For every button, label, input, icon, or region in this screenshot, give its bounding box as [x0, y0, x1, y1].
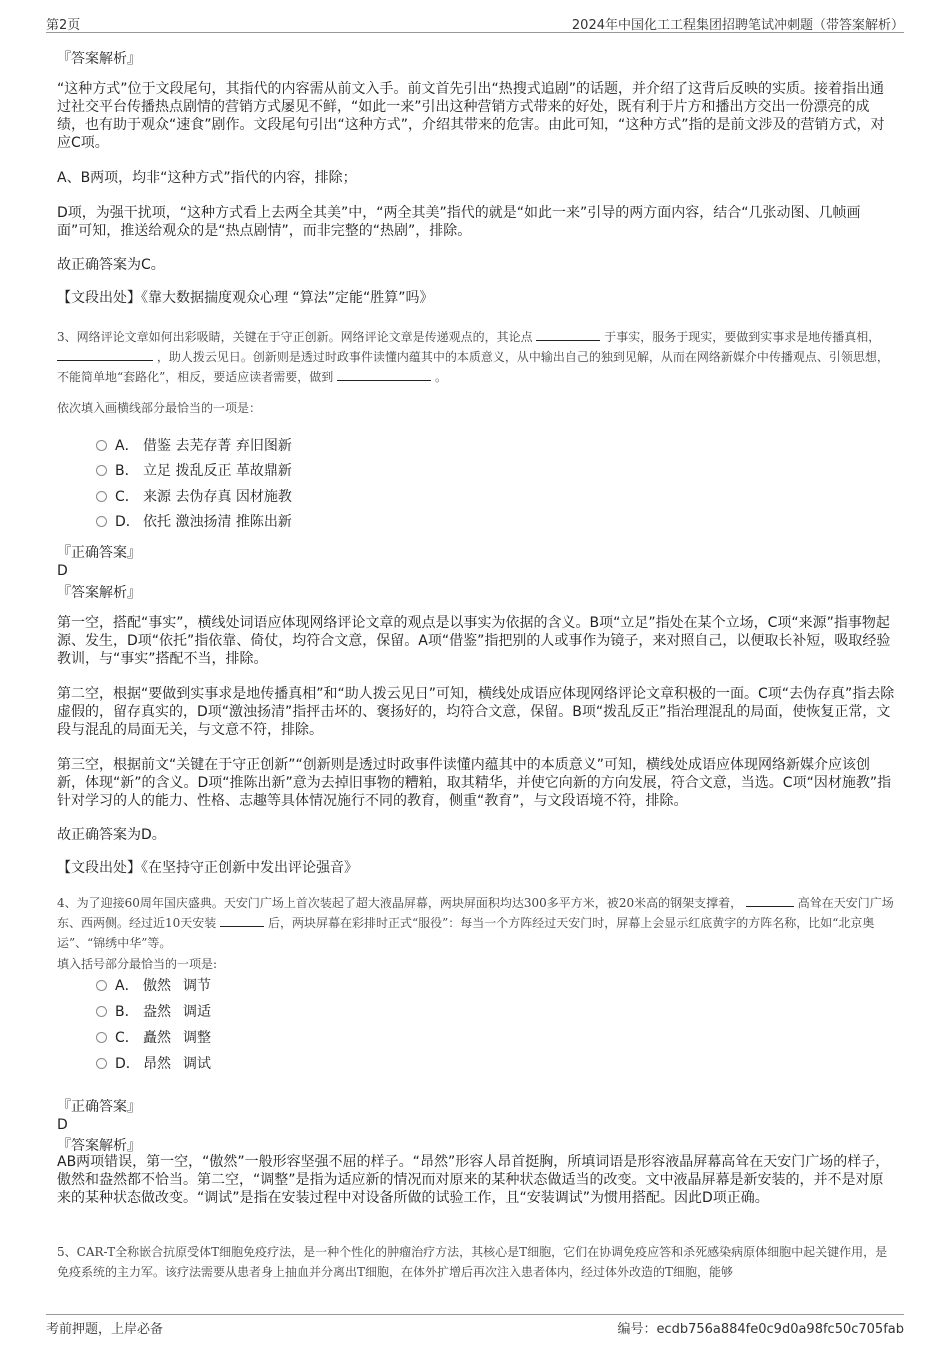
blank-line: [57, 348, 153, 361]
q3-option-a[interactable]: A． 借鉴 去芜存菁 弃旧图新: [96, 436, 292, 456]
q2-analysis-paragraph: “这种方式”位于文段尾句，其指代的内容需从前文入手。前文首先引出“热搜式追剧”的话题，并介绍了这背后反映的实质。接着指出通过社交平台传播热点剧情的营销方式屡见不鲜，“如此一来”引出这种营销方式带来的好处，既有利于片方和播出方交出一份漂亮的成绩，也有助于观众“速食”剧作。文段尾句引出“这种方式”，介绍其带来的危害。由此可知，“这种方式”指的是前文涉及的营销方式，对应C项。: [57, 81, 885, 151]
footer-slogan: 考前押题，上岸必备: [46, 1322, 164, 1337]
document-id: 编号：ecdb756a884fe0c9d0a98fc50c705fab: [617, 1322, 904, 1337]
page-number: 第2页: [46, 18, 81, 33]
q4-stem: 4、为了迎接60周年国庆盛典。天安门广场上首次装起了超大液晶屏幕，两块屏面积均达300多平方米，被20米高的钢架支撑着， 高耸在天安门广场东、西两侧。经过近10天安装 后，两块屏幕在彩排时正式“服役”：每当一个方阵经过天安门时，屏幕上会显示红底黄字的方阵名称，比如“北京奥运”、“锦绣中华”等。: [57, 896, 894, 950]
document-title: 2024年中国化工工程集团招聘笔试冲刺题（带答案解析）: [571, 18, 904, 33]
q3-analysis-paragraph: 第三空，根据前文“关键在于守正创新”“创新则是透过时政事件读懂内蕴其中的本质意义”可知，横线处成语应体现网络新媒介应该创新，体现“新”的含义。D项“推陈出新”意为去掉旧事物的糟粕，取其精华，并使它向新的方向发展，符合文意，当选。C项“因材施教”指针对学习的人的能力、性格、志趣等具体情况施行不同的教育，侧重“教育”，与文段语境不符，排除。: [57, 757, 892, 809]
page-header: [46, 14, 904, 33]
q4-option-b[interactable]: B． 盎然 调适: [96, 1002, 211, 1022]
q3-analysis-paragraph: 第二空，根据“要做到实事求是地传播真相”和“助人拨云见日”可知，横线处成语应体现网络评论文章积极的一面。C项“去伪存真”指去除虚假的，留存真实的，D项“激浊扬清”指抨击坏的、褒扬好的，均符合文意，保留。B项“拨乱反正”指治理混乱的局面，使恢复正常，文段与混乱的局面无关，与文意不符，排除。: [57, 686, 895, 738]
q3-option-d[interactable]: D． 依托 激浊扬清 推陈出新: [96, 512, 292, 532]
radio-icon[interactable]: [96, 440, 107, 451]
q4-prompt: 填入括号部分最恰当的一项是:: [57, 957, 218, 971]
q2-answer-conclusion: 故正确答案为C。: [57, 257, 165, 273]
q4-option-a[interactable]: A． 傲然 调节: [96, 976, 211, 996]
radio-icon[interactable]: [96, 465, 107, 476]
q4-option-d[interactable]: D． 昂然 调试: [96, 1054, 211, 1074]
blank-line: [337, 368, 431, 381]
blank-line: [220, 914, 264, 927]
radio-icon[interactable]: [96, 516, 107, 527]
q4-analysis-paragraph: AB两项错误，第一空，“傲然”一般形容坚强不屈的样子。“昂然”形容人昂首挺胸，所填词语是形容液晶屏幕高耸在天安门广场的样子，傲然和盎然都不恰当。第二空，“调整”是指为适应新的情况而对原来的某种状态做适当的改变。文中液晶屏幕是新安装的，并不是对原来的某种状态做改变。“调试”是指在安装过程中对设备所做的试验工作，且“安装调试”为惯用搭配。因此D项正确。: [57, 1154, 890, 1206]
q3-source: 【文段出处】《在坚持守正创新中发出评论强音》: [57, 860, 358, 876]
q2-analysis-paragraph: D项，为强干扰项，“这种方式看上去两全其美”中，“两全其美”指代的就是“如此一来”引导的两方面内容，结合“几张动图、几帧画面”可知，推送给观众的是“热点剧情”，而非完整的“热剧”，排除。: [57, 205, 861, 239]
radio-icon[interactable]: [96, 1006, 107, 1017]
q2-source: 【文段出处】《靠大数据揣度观众心理 “算法”定能“胜算”吗》: [57, 290, 434, 306]
q4-option-c[interactable]: C． 矗然 调整: [96, 1028, 211, 1048]
q3-option-b[interactable]: B． 立足 拨乱反正 革故鼎新: [96, 461, 292, 481]
q2-analysis-tag: 『答案解析』: [57, 51, 141, 67]
blank-line: [746, 894, 794, 907]
radio-icon[interactable]: [96, 491, 107, 502]
q3-stem: 3、网络评论文章如何出彩吸睛，关键在于守正创新。网络评论文章是传递观点的，其论点 于事实，服务于现实，要做到实事求是地传播真相， ，助人拨云见日。创新则是透过时政事件读懂内蕴其中的本质意义，从中输出自己的独到见解，从而在网络新媒介中传播观点、引领思想，不能简单地“套路化”，相反，要适应读者需要，做到 。: [57, 330, 889, 384]
q3-option-c[interactable]: C． 来源 去伪存真 因材施教: [96, 487, 292, 507]
q3-answer-conclusion: 故正确答案为D。: [57, 827, 166, 843]
q3-analysis-tag: 『答案解析』: [57, 585, 141, 601]
q5-stem: 5、CAR-T全称嵌合抗原受体T细胞免疫疗法，是一种个性化的肿瘤治疗方法，其核心是T细胞，它们在协调免疫应答和杀死感染病原体细胞中起关键作用，是免疫系统的主力军。该疗法需要从患者身上抽血并分离出T细胞，在体外扩增后再次注入患者体内，经过体外改造的T细胞，能够: [57, 1245, 888, 1279]
q3-analysis-paragraph: 第一空，搭配“事实”，横线处词语应体现网络评论文章的观点是以事实为依据的含义。B项“立足”指处在某个立场，C项“来源”指事物起源、发生，D项“依托”指依靠、倚仗，均符合文意，保留。A项“借鉴”指把别的人或事作为镜子，来对照自己，以便取长补短，吸取经验教训，与“事实”搭配不当，排除。: [57, 615, 891, 667]
q2-analysis-paragraph: A、B两项，均非“这种方式”指代的内容，排除；: [57, 170, 357, 186]
q4-correct-answer: D: [57, 1117, 68, 1133]
page-footer: [46, 1314, 904, 1335]
radio-icon[interactable]: [96, 1032, 107, 1043]
q4-correct-tag: 『正确答案』: [57, 1099, 141, 1115]
q4-analysis-tag: 『答案解析』: [57, 1138, 141, 1154]
q3-correct-tag: 『正确答案』: [57, 545, 141, 561]
radio-icon[interactable]: [96, 980, 107, 991]
q3-correct-answer: D: [57, 563, 68, 579]
radio-icon[interactable]: [96, 1058, 107, 1069]
blank-line: [536, 328, 600, 341]
q3-prompt: 依次填入画横线部分最恰当的一项是：: [57, 401, 262, 415]
